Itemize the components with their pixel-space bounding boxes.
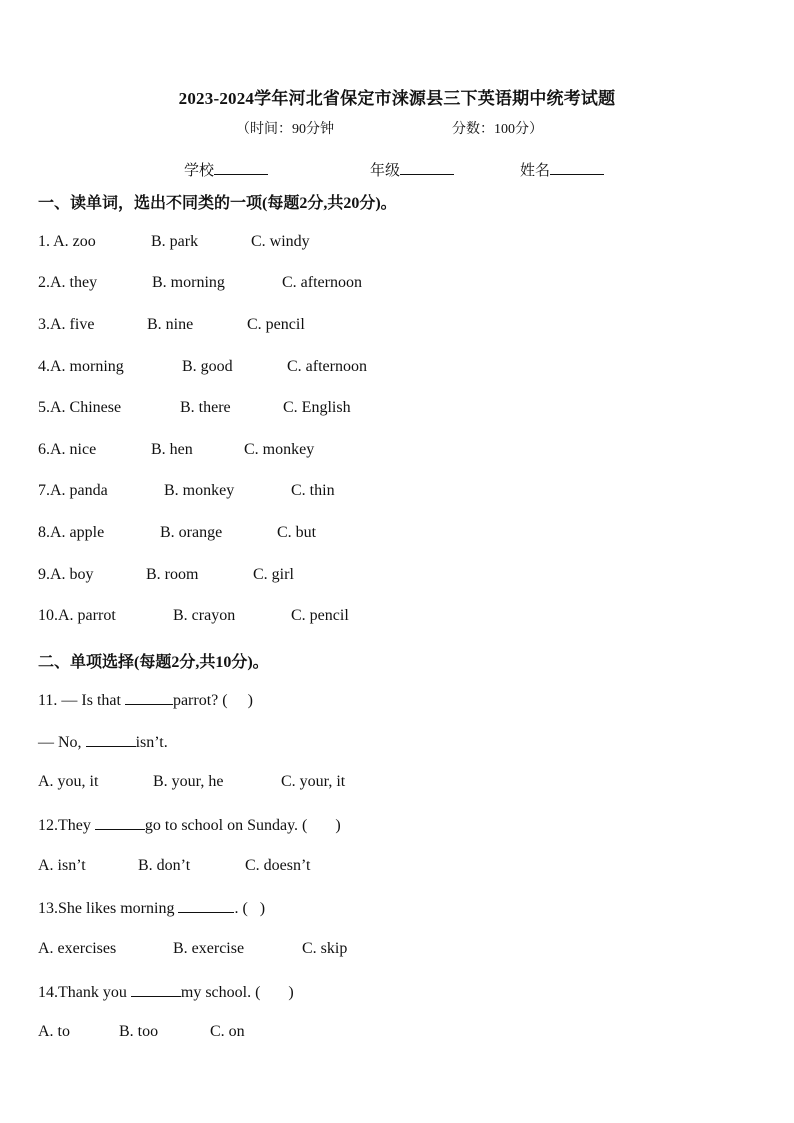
q4-option-c: C. afternoon (287, 358, 367, 375)
q5-option-a: 5.A. Chinese (38, 399, 122, 416)
q14-text-end: my school. ( ) (180, 984, 294, 1001)
q1-option-b: B. park (151, 233, 199, 250)
q12-line (38, 815, 341, 835)
q13-option-c: C. skip (302, 940, 348, 957)
q13-text-start: 13.She likes morning (38, 900, 179, 917)
school-label: 学校 (184, 163, 215, 179)
q5-option-b: B. there (180, 399, 231, 416)
grade-label: 年级 (370, 163, 401, 179)
name-label: 姓名 (520, 163, 551, 179)
q6-option-b: B. hen (151, 441, 193, 458)
q12-text-start: 12.They (38, 817, 95, 834)
q8-option-b: B. orange (160, 524, 223, 541)
q11-text-start: 11. — Is that (38, 692, 125, 709)
q11-option-a: A. you, it (38, 773, 99, 790)
q11-reply-blank[interactable] (86, 732, 136, 747)
q9-option-b: B. room (146, 566, 199, 583)
q13-option-b: B. exercise (173, 940, 245, 957)
q9-option-c: C. girl (253, 566, 294, 583)
q11-reply-line (38, 732, 168, 752)
school-blank[interactable] (214, 160, 268, 175)
q11-option-b: B. your, he (153, 773, 224, 790)
q8-option-c: C. but (277, 524, 317, 541)
q12-option-c: C. doesn’t (245, 857, 311, 874)
exam-time: （时间：90分钟 (236, 122, 334, 137)
q2-option-b: B. morning (152, 274, 225, 291)
q1-option-a: 1. A. zoo (38, 233, 96, 250)
q6-option-a: 6.A. nice (38, 441, 97, 458)
exam-title: 2023-2024学年河北省保定市涞源县三下英语期中统考试题 (178, 89, 616, 108)
q13-blank[interactable] (178, 898, 234, 913)
q9-option-a: 9.A. boy (38, 566, 94, 583)
q14-option-b: B. too (119, 1023, 159, 1040)
q3-option-c: C. pencil (247, 316, 305, 333)
q13-line (38, 898, 265, 918)
grade-blank[interactable] (400, 160, 454, 175)
q11-reply-start: — No, (38, 734, 86, 751)
q10-option-a: 10.A. parrot (38, 607, 116, 624)
q5-option-c: C. English (283, 399, 351, 416)
q11-line (38, 690, 253, 710)
q7-option-b: B. monkey (164, 482, 235, 499)
q8-option-a: 8.A. apple (38, 524, 105, 541)
q12-text-end: go to school on Sunday. ( ) (144, 817, 341, 834)
q6-option-c: C. monkey (244, 441, 315, 458)
q11-text-end: parrot? ( ) (172, 692, 253, 709)
q2-option-c: C. afternoon (282, 274, 362, 291)
q3-option-a: 3.A. five (38, 316, 95, 333)
q12-option-b: B. don’t (138, 857, 191, 874)
q12-option-a: A. isn’t (38, 857, 86, 874)
q4-option-a: 4.A. morning (38, 358, 124, 375)
name-blank[interactable] (550, 160, 604, 175)
q14-option-c: C. on (210, 1023, 245, 1040)
section2-heading: 二、单项选择(每题2分,共10分)。 (38, 654, 269, 671)
q7-option-a: 7.A. panda (38, 482, 108, 499)
q12-blank[interactable] (95, 815, 145, 830)
q13-text-end: . ( ) (234, 900, 266, 917)
q13-option-a: A. exercises (38, 940, 117, 957)
q4-option-b: B. good (182, 358, 233, 375)
q11-option-c: C. your, it (281, 773, 346, 790)
q3-option-b: B. nine (147, 316, 194, 333)
exam-score: 分数：100分） (452, 122, 543, 137)
school-field (184, 159, 268, 180)
q14-option-a: A. to (38, 1023, 70, 1040)
q14-blank[interactable] (131, 982, 181, 997)
q11-blank[interactable] (125, 690, 173, 705)
grade-field (370, 159, 454, 180)
q1-option-c: C. windy (251, 233, 310, 250)
q10-option-b: B. crayon (173, 607, 236, 624)
q10-option-c: C. pencil (291, 607, 349, 624)
name-field (520, 159, 604, 180)
q14-text-start: 14.Thank you (38, 984, 131, 1001)
q14-line (38, 982, 294, 1002)
q7-option-c: C. thin (291, 482, 335, 499)
q2-option-a: 2.A. they (38, 274, 98, 291)
section1-heading: 一、读单词，选出不同类的一项(每题2分,共20分)。 (38, 195, 397, 212)
q11-reply-end: isn’t. (135, 734, 168, 751)
